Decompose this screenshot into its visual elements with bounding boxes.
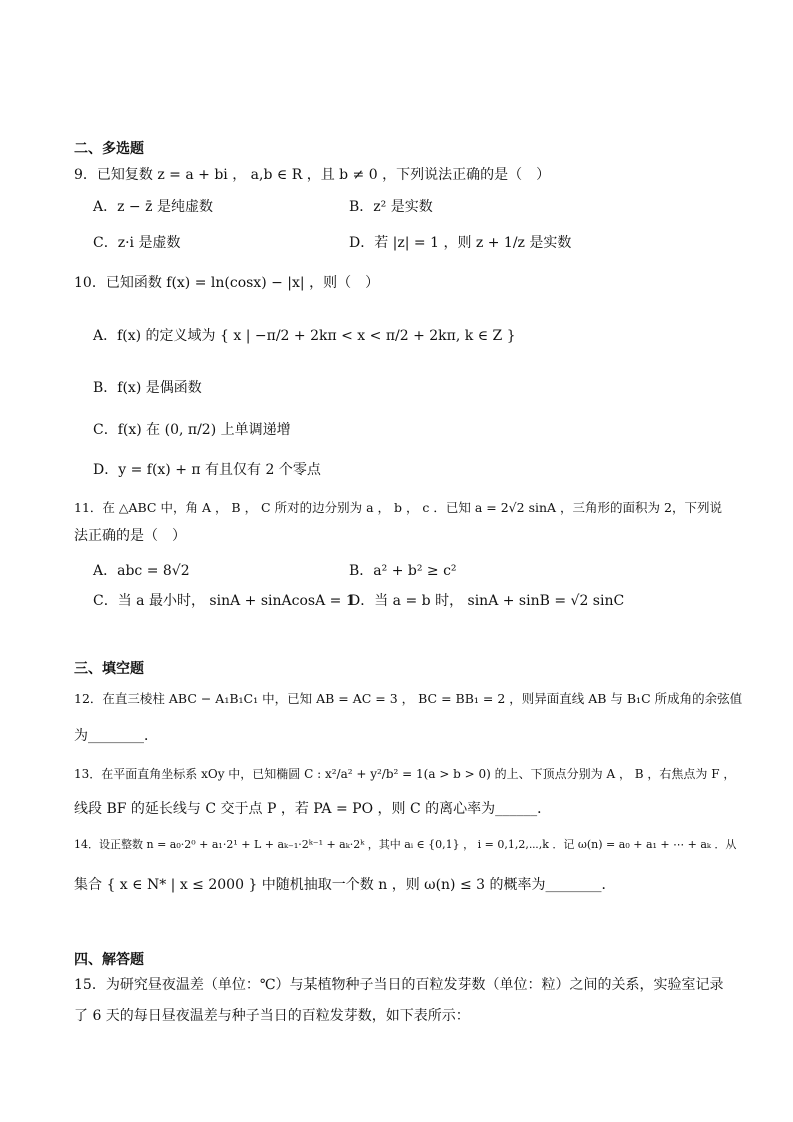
question-12-line2: 为________．: [74, 728, 158, 744]
question-15-line1: 15．为研究昼夜温差（单位：℃）与某植物种子当日的百粒发芽数（单位：粒）之间的关系，实验室记录: [74, 977, 724, 993]
question-11-option-d: D．当 a = b 时， sinA + sinB = √2 sinC: [349, 593, 625, 609]
question-15-line2: 了 6 天的每日昼夜温差与种子当日的百粒发芽数，如下表所示：: [74, 1008, 470, 1024]
question-10-stem: 10．已知函数 f(x) = ln(cosx) − |x| ，则（ ）: [74, 275, 380, 291]
question-11-option-a: A．abc = 8√2: [93, 563, 190, 579]
question-13-line1: 13．在平面直角坐标系 xOy 中，已知椭圆 C : x²/a² + y²/b² = 1(a > b > 0) 的上、下顶点分别为 A ， B ，右焦点为 F ，: [74, 767, 736, 781]
question-14-line2: 集合 { x ∈ N* | x ≤ 2000 } 中随机抽取一个数 n ，则 ω(n) ≤ 3 的概率为________．: [74, 877, 616, 893]
question-11-option-b: B．a² + b² ≥ c²: [349, 563, 457, 579]
question-9-option-b: B．z² 是实数: [349, 199, 433, 215]
question-12-line1: 12．在直三棱柱 ABC − A₁B₁C₁ 中，已知 AB = AC = 3 ， BC = BB₁ = 2 ，则异面直线 AB 与 B₁C 所成角的余弦值: [74, 691, 743, 706]
question-11-stem-line2: 法正确的是（ ）: [74, 528, 186, 544]
question-11-option-c: C．当 a 最小时， sinA + sinAcosA = 1: [93, 593, 355, 609]
question-9-option-d: D．若 |z| = 1 ，则 z + 1/z 是实数: [349, 235, 572, 251]
section-heading-fill-blank: 三、填空题: [74, 661, 144, 677]
question-10-option-c: C．f(x) 在 (0, π/2) 上单调递增: [93, 422, 291, 438]
question-10-option-d: D．y = f(x) + π 有且仅有 2 个零点: [93, 462, 321, 478]
section-heading-multi-choice: 二、多选题: [74, 141, 144, 157]
question-13-line2: 线段 BF 的延长线与 C 交于点 P ，若 PA = PO ，则 C 的离心率为______．: [74, 801, 552, 817]
section-heading-solve: 四、解答题: [74, 952, 144, 968]
question-9-stem: 9．已知复数 z = a + bi ， a,b ∈ R ，且 b ≠ 0 ，下列说法正确的是（ ）: [74, 167, 551, 183]
question-10-option-a: A．f(x) 的定义域为 { x | −π/2 + 2kπ < x < π/2 + 2kπ, k ∈ Z }: [93, 328, 516, 344]
question-11-stem-line1: 11．在 △ABC 中，角 A ， B ， C 所对的边分别为 a ， b ， c ．已知 a = 2√2 sinA ，三角形的面积为 2，下列说: [74, 500, 722, 515]
question-10-option-b: B．f(x) 是偶函数: [93, 380, 202, 396]
question-14-line1: 14．设正整数 n = a₀·2⁰ + a₁·2¹ + L + aₖ₋₁·2ᵏ⁻¹ + aₖ·2ᵏ ，其中 aᵢ ∈ {0,1} ， i = 0,1,2,⋯,k ．记 ω(n) = a₀ + a₁ + ⋯ + aₖ ．从: [74, 838, 737, 851]
question-9-option-a: A．z − z̄ 是纯虚数: [93, 199, 213, 215]
question-9-option-c: C．z·i 是虚数: [93, 235, 181, 251]
